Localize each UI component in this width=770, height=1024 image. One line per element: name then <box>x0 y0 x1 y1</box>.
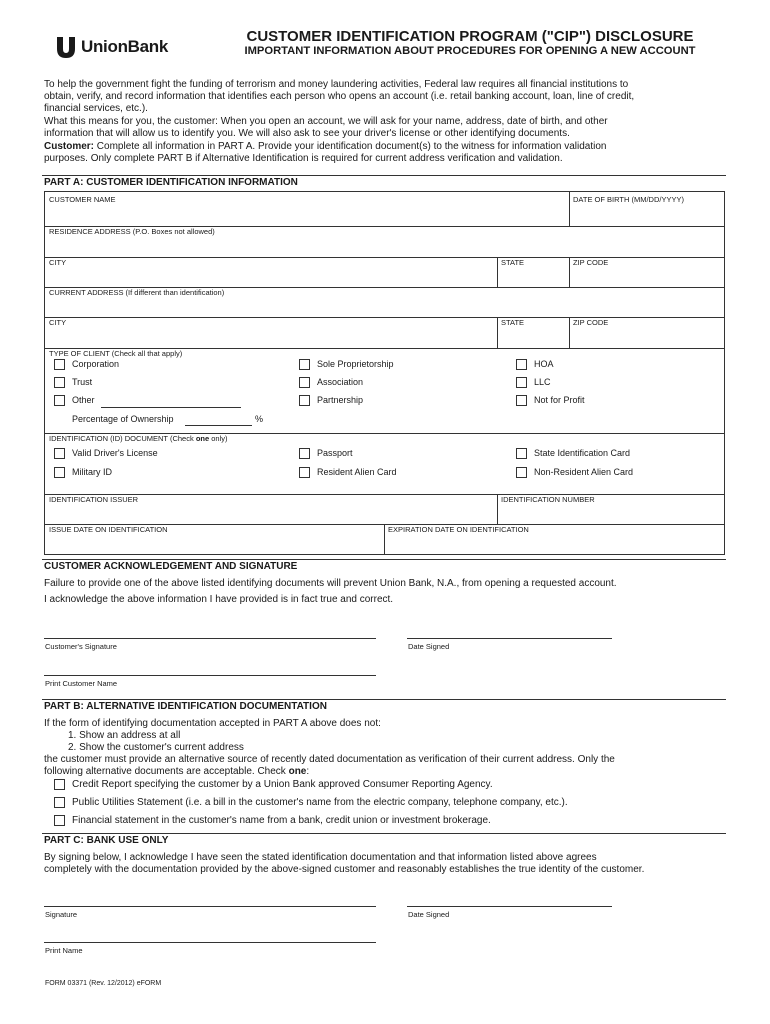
date-signed-label: Date Signed <box>408 642 450 651</box>
document-subtitle: IMPORTANT INFORMATION ABOUT PROCEDURES FOR OPENING A NEW ACCOUNT <box>244 45 696 57</box>
state-field-2[interactable] <box>497 318 570 348</box>
union-bank-logo-icon <box>55 35 77 59</box>
part-c-line1: By signing below, I acknowledge I have seen the stated identification documentation and that information listed above agrees <box>44 852 597 863</box>
credit-report-checkbox[interactable] <box>54 779 65 790</box>
intro-paragraph-3 <box>44 141 734 165</box>
part-c-heading: PART C: BANK USE ONLY <box>44 835 169 846</box>
type-of-client-section <box>45 349 724 434</box>
not-for-profit-checkbox[interactable] <box>516 395 527 406</box>
dob-label: DATE OF BIRTH (MM/DD/YYYY) <box>573 195 684 204</box>
part-b-text-line2: following alternative documents are acceptable. Check one: <box>44 766 310 777</box>
llc-checkbox[interactable] <box>516 377 527 388</box>
part-b-intro: If the form of identifying documentation accepted in PART A above does not: <box>44 718 381 729</box>
zip-label: ZIP CODE <box>573 258 609 267</box>
id-document-label: IDENTIFICATION (ID) DOCUMENT (Check one only) <box>49 434 228 443</box>
customer-bold-label: Customer: <box>44 141 95 152</box>
union-bank-logo <box>55 35 168 59</box>
document-title: CUSTOMER IDENTIFICATION PROGRAM ("CIP") DISCLOSURE <box>246 28 694 45</box>
intro-p3-line2: purposes. Only complete PART B if Alternative Identification is required for current address verification and validation. <box>44 153 563 164</box>
part-c-line2: completely with the documentation provided by the above-signed customer and reasonably establishes the true identity of the customer. <box>44 864 645 875</box>
utilities-statement-checkbox[interactable] <box>54 797 65 808</box>
intro-p2-line2: information that will allow us to identify you. We will also ask to see your driver's license or other identifying documents. <box>44 128 570 139</box>
sole-proprietorship-checkbox[interactable] <box>299 359 310 370</box>
city-label: CITY <box>49 258 67 267</box>
part-b-text <box>44 718 734 778</box>
llc-label: LLC <box>534 377 551 387</box>
intro-p1-line2: obtain, verify, and record information that identifies each person who opens an account (i.e. retail banking account, loan, line of credit, <box>44 91 635 102</box>
divider <box>42 559 726 560</box>
passport-checkbox[interactable] <box>299 448 310 459</box>
corporation-checkbox[interactable] <box>54 359 65 370</box>
residence-label: RESIDENCE ADDRESS (P.O. Boxes not allowed) <box>49 227 215 236</box>
hoa-label: HOA <box>534 359 554 369</box>
drivers-license-label: Valid Driver's License <box>72 448 158 458</box>
date-signed-line[interactable] <box>407 638 612 639</box>
state-field[interactable] <box>497 258 570 287</box>
intro-paragraph-2 <box>44 116 734 140</box>
part-b-heading: PART B: ALTERNATIVE IDENTIFICATION DOCUMENTATION <box>44 701 327 712</box>
id-issuer-label: IDENTIFICATION ISSUER <box>49 495 139 504</box>
bank-print-name-line[interactable] <box>44 942 376 943</box>
hoa-checkbox[interactable] <box>516 359 527 370</box>
resident-alien-label: Resident Alien Card <box>317 467 397 477</box>
trust-checkbox[interactable] <box>54 377 65 388</box>
drivers-license-checkbox[interactable] <box>54 448 65 459</box>
part-a-form <box>44 191 725 555</box>
other-checkbox[interactable] <box>54 395 65 406</box>
row-city-state-zip <box>45 258 724 288</box>
part-c-text <box>44 852 734 876</box>
customer-signature-line[interactable] <box>44 638 376 639</box>
divider <box>42 833 726 834</box>
row-city-state-zip-2 <box>45 318 724 349</box>
ack-line1: Failure to provide one of the above listed identifying documents will prevent Union Bank, N.A., from opening a requested account. <box>44 578 617 589</box>
credit-report-label: Credit Report specifying the customer by a Union Bank approved Consumer Reporting Agency. <box>72 779 493 790</box>
zip-field[interactable] <box>569 258 724 287</box>
ownership-label: Percentage of Ownership <box>72 414 174 424</box>
bank-signature-line[interactable] <box>44 906 376 907</box>
ack-line2: I acknowledge the above information I have provided is in fact true and correct. <box>44 594 394 605</box>
financial-statement-label: Financial statement in the customer's name from a bank, credit union or investment brokerage. <box>72 815 491 826</box>
partnership-label: Partnership <box>317 395 364 405</box>
bank-print-name-label: Print Name <box>45 946 83 955</box>
issue-date-label: ISSUE DATE ON IDENTIFICATION <box>49 525 168 534</box>
sole-proprietorship-label: Sole Proprietorship <box>317 359 394 369</box>
percent-sign: % <box>255 414 264 424</box>
corporation-label: Corporation <box>72 359 120 369</box>
row-issue-expiration <box>45 525 724 555</box>
brand-name: UnionBank <box>81 37 169 56</box>
resident-alien-checkbox[interactable] <box>299 467 310 478</box>
divider <box>42 175 726 176</box>
other-fill-line[interactable] <box>101 407 241 408</box>
print-name-line[interactable] <box>44 675 376 676</box>
trust-label: Trust <box>72 377 93 387</box>
type-of-client-label: TYPE OF CLIENT (Check all that apply) <box>49 349 183 358</box>
state-label: STATE <box>501 258 525 267</box>
military-id-checkbox[interactable] <box>54 467 65 478</box>
intro-p3-line1: Complete all information in PART A. Provide your identification document(s) to the witness for information validation <box>94 141 607 152</box>
row-name-dob <box>45 192 724 227</box>
state-id-label: State Identification Card <box>534 448 631 458</box>
partnership-checkbox[interactable] <box>299 395 310 406</box>
id-number-label: IDENTIFICATION NUMBER <box>501 495 595 504</box>
dob-field[interactable] <box>569 192 724 226</box>
expiration-date-label: EXPIRATION DATE ON IDENTIFICATION <box>388 525 529 534</box>
print-name-label: Print Customer Name <box>45 679 118 688</box>
non-resident-alien-checkbox[interactable] <box>516 467 527 478</box>
row-issuer-number <box>45 495 724 525</box>
form-id: FORM 03371 (Rev. 12/2012) eFORM <box>45 980 162 987</box>
customer-signature-label: Customer's Signature <box>45 642 117 651</box>
current-address-label: CURRENT ADDRESS (If different than identification) <box>49 288 225 297</box>
zip-label-2: ZIP CODE <box>573 318 609 327</box>
part-b-item1: 1. Show an address at all <box>68 730 181 741</box>
part-b-item2: 2. Show the customer's current address <box>68 742 244 753</box>
ownership-fill-line[interactable] <box>185 425 252 426</box>
non-resident-alien-label: Non-Resident Alien Card <box>534 467 634 477</box>
intro-p1-line3: financial services, etc.). <box>44 103 148 114</box>
other-label: Other <box>72 395 95 405</box>
intro-p1-line1: To help the government fight the funding of terrorism and money laundering activities, Federal law requires all financial institutions to <box>44 79 629 90</box>
divider <box>42 699 726 700</box>
financial-statement-checkbox[interactable] <box>54 815 65 826</box>
residence-address-field[interactable] <box>45 227 724 258</box>
state-id-checkbox[interactable] <box>516 448 527 459</box>
utilities-statement-label: Public Utilities Statement (i.e. a bill in the customer's name from the electric company, telephone company, etc.). <box>72 797 568 808</box>
id-number-field[interactable] <box>497 495 724 524</box>
part-a-heading: PART A: CUSTOMER IDENTIFICATION INFORMATION <box>44 177 298 188</box>
bank-signature-label: Signature <box>45 910 78 919</box>
bank-date-signed-label: Date Signed <box>408 910 450 919</box>
zip-field-2[interactable] <box>569 318 724 348</box>
intro-p2-line1: What this means for you, the customer: When you open an account, we will ask for your name, address, date of birth, and other <box>44 116 608 127</box>
ack-heading: CUSTOMER ACKNOWLEDGEMENT AND SIGNATURE <box>44 561 298 572</box>
passport-label: Passport <box>317 448 353 458</box>
current-address-field[interactable] <box>45 288 724 318</box>
military-id-label: Military ID <box>72 467 112 477</box>
expiration-date-field[interactable] <box>384 525 724 555</box>
part-b-text-line1: the customer must provide an alternative source of recently dated documentation as verification of their current address. Only the <box>44 754 615 765</box>
city-label-2: CITY <box>49 318 67 327</box>
customer-name-label: CUSTOMER NAME <box>49 195 116 204</box>
association-label: Association <box>317 377 364 387</box>
state-label-2: STATE <box>501 318 525 327</box>
id-document-section <box>45 434 724 495</box>
intro-paragraph-1 <box>44 79 734 115</box>
association-checkbox[interactable] <box>299 377 310 388</box>
bank-date-signed-line[interactable] <box>407 906 612 907</box>
not-for-profit-label: Not for Profit <box>534 395 585 405</box>
